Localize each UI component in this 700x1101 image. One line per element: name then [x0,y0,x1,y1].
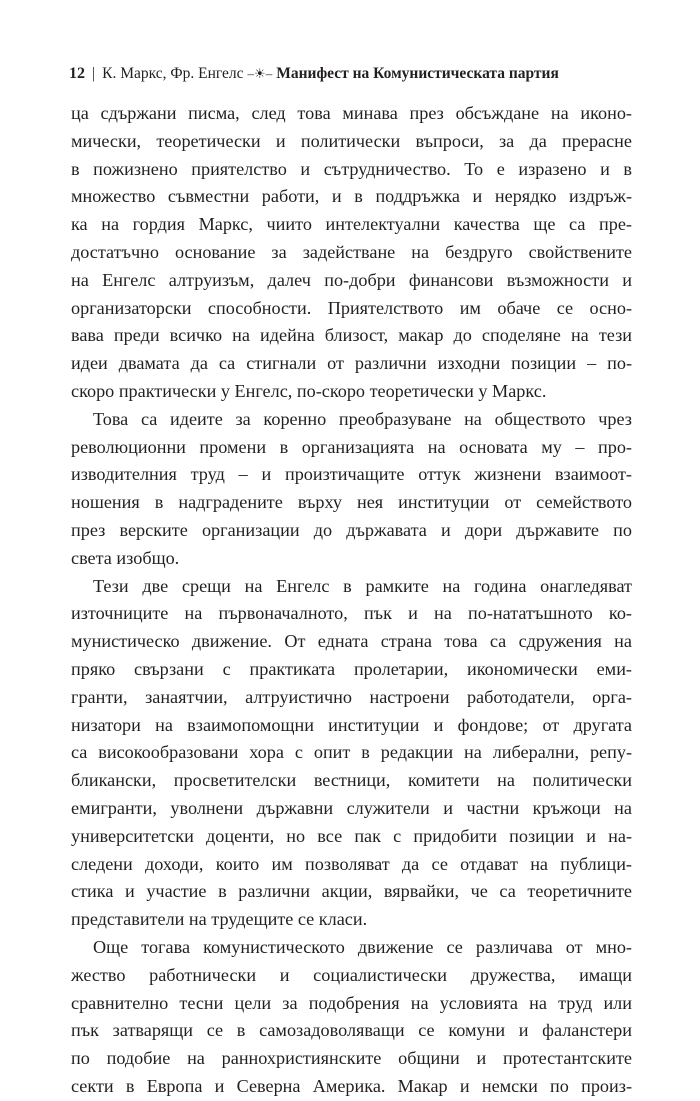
text-line: скоро практически у Енгелс, по-скоро теоретически у Маркс. [71,380,547,401]
text-line: Тези две срещи на Енгелс в рамките на година онагледяват [93,575,632,596]
text-line: идеи двамата да са стигнали от различни изходни позиции – по- [71,353,632,374]
text-line: ношения в надградените върху нея институции от семейството [71,492,632,513]
text-line: мически, теоретически и политически въпроси, за да прерасне [71,130,632,151]
text-line: на Енгелс алтруизъм, далеч по-добри финансови възможности и [71,269,632,290]
text-line: сравнително тесни цели за подобрения на условията на труд или [71,992,632,1013]
text-line: са високообразовани хора с опит в редакции на либерални, репу- [71,742,632,763]
text-line: следени доходи, които им позволяват да се отдават на публици- [71,853,632,874]
text-line: жество работнически и социалистически дружества, имащи [71,964,632,985]
text-line: бликански, просветителски вестници, комитети на политически [71,770,632,791]
text-line: емигранти, уволнени държавни служители и частни кръжоци на [71,797,632,818]
text-line: революционни промени в организацията на основата му – про- [71,436,632,457]
header-separator: | [92,65,96,82]
text-line: в пожизнено приятелство и сътрудничество. То е изразено и в [71,158,632,179]
text-line: Това са идеите за коренно преобразуване на обществото чрез [93,408,632,429]
text-line: вава преди всичко на идейна близост, макар до споделяне на тези [71,325,632,346]
text-line: източниците на първоначалното, пък и на по-нататъшното ко- [71,603,632,624]
text-line: представители на трудещите се класи. [71,909,368,930]
text-line: по подобие на раннохристиянските общини и протестантските [71,1048,632,1069]
text-line: ца сдържани писма, след това минава през обсъждане на иконо- [71,103,632,123]
text-line: през верските организации до държавата и дори държавите по [71,519,632,540]
header-authors: К. Маркс, Фр. Енгелс [102,65,244,82]
text-line: университетски доценти, но все пак с придобити позиции и на- [71,825,632,846]
text-line: секти в Европа и Северна Америка. Макар и немски по произ- [71,1075,632,1096]
text-line: стика и участие в различни акции, вярвайки, че са теоретичните [71,881,632,902]
text-line: пък затварящи се в самозадоволяващи се комуни и фаланстери [71,1020,632,1041]
text-line: множество съвместни работи, и в поддръжка и нерядко издръж- [71,186,632,207]
text-line: мунистическо движение. От едната страна това са сдружения на [71,631,632,652]
text-line: света изобщо. [71,547,180,568]
text-line: изводителния труд – и произтичащите оттук жизнени взаимоот- [71,464,632,485]
text-line: пряко свързани с практиката пролетарии, икономически еми- [71,658,632,679]
text-line: достатъчно основание за задействане на бездруго свойствените [71,241,632,262]
text-line: низатори на взаимопомощни институции и фондове; от другата [71,714,632,735]
sun-ornament-icon: –☀– [247,66,273,81]
page-number: 12 [69,65,85,82]
body-text [71,100,632,1101]
header-book-title: Манифест на Комунистическата партия [276,65,559,82]
text-line: Още тогава комунистическото движение се различава от мно- [93,936,632,957]
text-line: организаторски способности. Приятелството им обаче се осно- [71,297,632,318]
text-line: гранти, занаятчии, алтруистично настроени работодатели, орга- [71,686,632,707]
running-head [69,60,629,88]
text-line: ка на гордия Маркс, чиито интелектуални качества ще са пре- [71,214,632,235]
